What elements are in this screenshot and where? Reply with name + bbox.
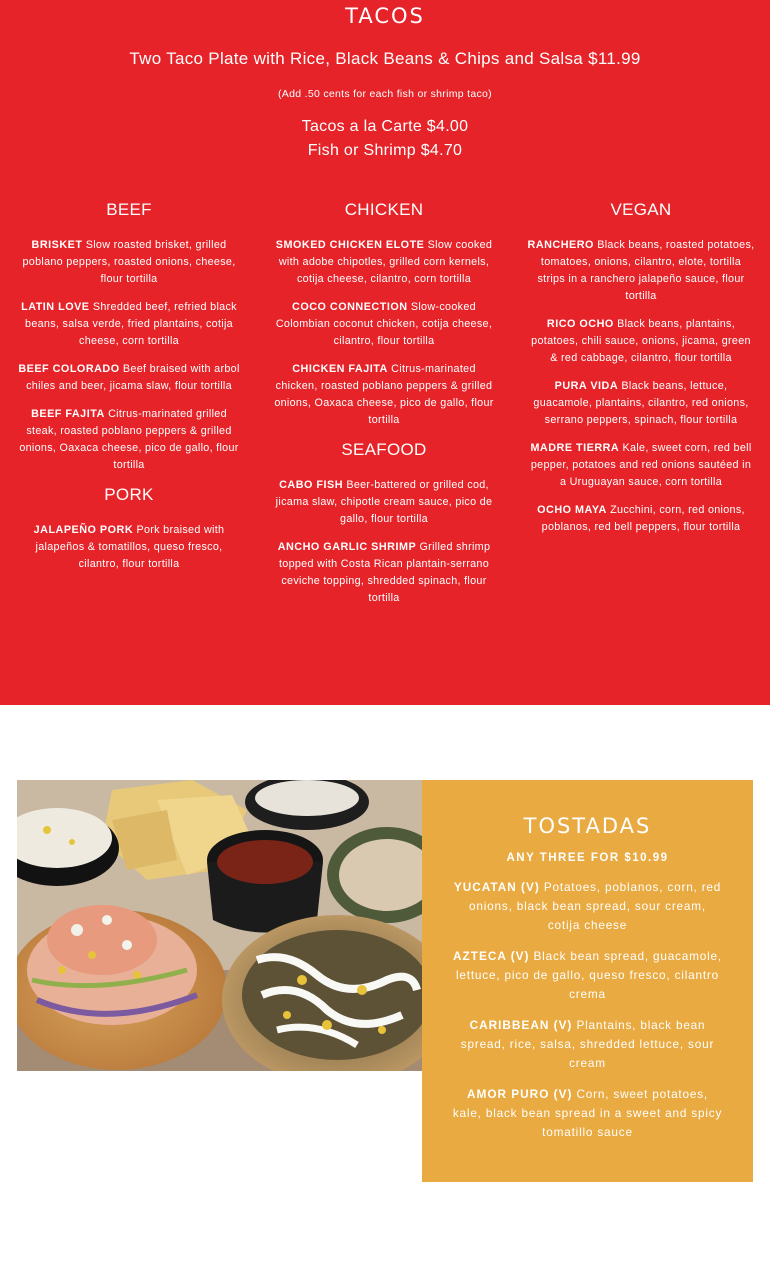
tostada-item <box>453 878 723 935</box>
item-name: CARIBBEAN (V) <box>469 1018 573 1032</box>
item-description: Black beans, lettuce, guacamole, plantains, cilantro, red onions, serrano peppers, spinach, flour tortilla <box>533 380 749 426</box>
menu-item <box>527 237 755 305</box>
item-description: Zucchini, corn, red onions, poblanos, red bell peppers, flour tortilla <box>541 504 745 533</box>
item-description: Citrus-marinated chicken, roasted poblano peppers & grilled onions, Oaxaca cheese, pico de gallo, flour tortilla <box>274 363 494 426</box>
item-description: Pork braised with jalapeños & tomatillos, queso fresco, cilantro, flour tortilla <box>35 524 225 570</box>
menu-item <box>15 237 243 288</box>
menu-item <box>527 502 755 536</box>
item-description: Black beans, plantains, potatoes, chili sauce, onions, jicama, green & red cabbage, cilantro, flour tortilla <box>531 318 751 364</box>
item-description: Kale, sweet corn, red bell pepper, potatoes and red onions sautéed in a Uruguayan sauce, corn tortilla <box>530 442 752 488</box>
chicken-column <box>270 200 498 618</box>
item-description: Plantains, black bean spread, rice, salsa, shredded lettuce, sour cream <box>460 1018 715 1070</box>
tostada-item <box>453 1016 723 1073</box>
item-description: Potatoes, poblanos, corn, red onions, black bean spread, sour cream, cotija cheese <box>469 880 722 932</box>
item-name: RICO OCHO <box>546 318 614 330</box>
menu-item <box>15 522 243 573</box>
pork-heading: PORK <box>104 485 154 504</box>
item-name: PURA VIDA <box>554 380 619 392</box>
menu-item <box>270 361 498 429</box>
item-description: Slow roasted brisket, grilled poblano peppers, roasted onions, cheese, flour tortilla <box>22 239 236 285</box>
item-description: Slow cooked with adobe chipotles, grilled corn kernels, cotija cheese, cilantro, corn tortilla <box>278 239 493 285</box>
vegan-column <box>527 200 755 547</box>
chicken-heading: CHICKEN <box>344 200 424 219</box>
item-name: SMOKED CHICKEN ELOTE <box>275 239 425 251</box>
item-description: Beer-battered or grilled cod, jicama slaw, chipotle cream sauce, pico de gallo, flour tortilla <box>275 479 493 525</box>
item-description: Shredded beef, refried black beans, salsa verde, fried plantains, cotija cheese, corn tortilla <box>25 301 237 347</box>
item-description: Black bean spread, guacamole, lettuce, pico de gallo, queso fresco, cilantro crema <box>455 949 722 1001</box>
menu-item <box>270 299 498 350</box>
item-name: OCHO MAYA <box>537 504 607 516</box>
tacos-a-la-carte-price: Tacos a la Carte $4.00 <box>301 118 469 135</box>
beef-column <box>15 200 243 584</box>
item-name: RANCHERO <box>527 239 594 251</box>
menu-item <box>527 440 755 491</box>
item-name: CHICKEN FAJITA <box>292 363 388 375</box>
tostadas-deal: ANY THREE FOR $10.99 <box>506 852 669 864</box>
item-name: JALAPEÑO PORK <box>33 524 134 536</box>
item-description: Black beans, roasted potatoes, tomatoes, onions, cilantro, elote, tortilla strips in a ranchero jalapeño sauce, flour tortilla <box>537 239 755 302</box>
menu-item <box>15 299 243 350</box>
fish-shrimp-note: (Add .50 cents for each fish or shrimp taco) <box>278 88 492 100</box>
item-name: LATIN LOVE <box>21 301 90 313</box>
item-description: Grilled shrimp topped with Costa Rican plantain-serrano ceviche topping, shredded spinach, flour tortilla <box>278 541 491 604</box>
item-name: MADRE TIERRA <box>530 442 620 454</box>
tostada-item <box>453 1085 723 1142</box>
tostada-item <box>453 947 723 1004</box>
item-name: CABO FISH <box>279 479 344 491</box>
menu-item <box>270 237 498 288</box>
menu-item <box>527 316 755 367</box>
item-name: YUCATAN (V) <box>453 880 540 894</box>
tostadas-photo <box>17 780 422 1071</box>
item-name: BEEF FAJITA <box>31 408 105 420</box>
item-description: Beef braised with arbol chiles and beer, jicama slaw, flour tortilla <box>26 363 240 392</box>
menu-item <box>270 477 498 528</box>
item-name: AZTECA (V) <box>453 949 530 963</box>
menu-item <box>15 406 243 474</box>
item-name: BEEF COLORADO <box>18 363 120 375</box>
menu-item <box>15 361 243 395</box>
item-name: AMOR PURO (V) <box>466 1087 573 1101</box>
item-description: Citrus-marinated grilled steak, roasted poblano peppers & grilled onions, Oaxaca cheese, pico de gallo, flour tortilla <box>19 408 239 471</box>
vegan-heading: VEGAN <box>610 200 672 219</box>
menu-item <box>527 378 755 429</box>
seafood-heading: SEAFOOD <box>341 440 427 459</box>
tostadas-title: TOSTADAS <box>523 814 652 838</box>
item-name: COCO CONNECTION <box>292 301 408 313</box>
item-name: BRISKET <box>31 239 83 251</box>
beef-heading: BEEF <box>106 200 152 219</box>
item-description: Slow-cooked Colombian coconut chicken, cotija cheese, cilantro, flour tortilla <box>275 301 493 347</box>
fish-shrimp-price: Fish or Shrimp $4.70 <box>307 142 463 159</box>
tostadas-list <box>453 878 723 1142</box>
menu-item <box>270 539 498 607</box>
tostadas-panel <box>422 780 753 1182</box>
taco-plate-offer: Two Taco Plate with Rice, Black Beans & Chips and Salsa $11.99 <box>129 49 641 68</box>
item-name: ANCHO GARLIC SHRIMP <box>277 541 417 553</box>
tacos-title: TACOS <box>345 4 425 28</box>
item-description: Corn, sweet potatoes, kale, black bean spread in a sweet and spicy tomatillo sauce <box>452 1087 723 1139</box>
